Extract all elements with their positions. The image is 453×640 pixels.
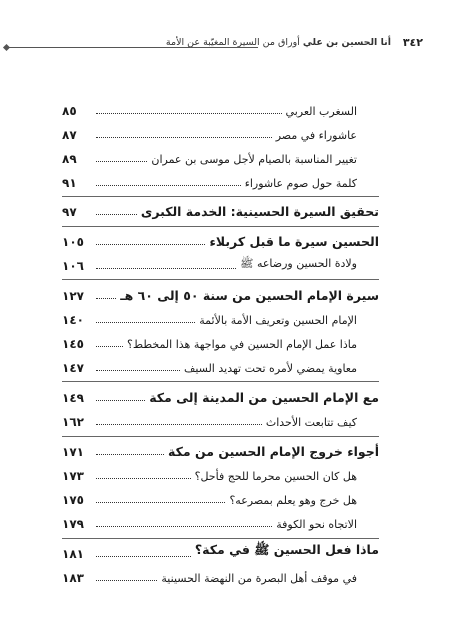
toc-entry-title: مع الإمام الحسين من المدينة إلى مكة [149,390,379,405]
dot-leader [96,478,191,479]
dot-leader [96,580,157,581]
toc-entry-page: ٨٥ [62,104,77,118]
dot-leader [96,161,147,162]
dot-leader [96,322,195,323]
toc-entry-title: معاوية يمضي لأمره تحت تهديد السيف [183,362,357,375]
toc-chapter-entry[interactable] [62,285,379,303]
toc-entry-title: في موقف أهل البصرة من النهضة الحسينية [161,572,357,585]
toc-entry-page: ١٨٣ [62,571,84,585]
toc-section-entry[interactable] [62,489,379,507]
toc-entry-title: تغيير المناسبة بالصيام لأجل موسى بن عمران [151,153,357,166]
dot-leader [96,185,241,186]
toc-entry-page: ١٢٧ [62,289,84,303]
toc-entry-page: ١٧٣ [62,469,84,483]
dot-leader [96,346,123,347]
dot-leader [96,454,164,455]
toc-entry-title: الحسين سيرة ما قبل كربلاء [209,234,379,249]
toc-entry-page: ١٦٢ [62,415,84,429]
toc-section-entry[interactable] [62,465,379,483]
toc-entry-title: أجواء خروج الإمام الحسين من مكة [168,444,379,459]
toc-chapter-entry[interactable] [62,387,379,405]
toc-entry-title: السغرب العربي [285,105,357,118]
dot-leader [96,113,282,114]
toc-entry-title: ولادة الحسين ورضاعه ﷺ [240,257,357,270]
book-title-bold: أنا الحسين بن علي [302,37,391,48]
toc-entry-title: كيف تتابعت الأحداث [265,416,357,429]
section-separator [62,226,379,227]
toc-section-entry[interactable] [62,411,379,429]
toc-section-entry[interactable] [62,357,379,375]
toc-entry-title: تحقيق السيرة الحسينية: الخدمة الكبرى [140,204,379,219]
toc-entry-page: ٨٧ [62,128,77,142]
toc-entry-page: ٩٧ [62,205,77,219]
toc-section-entry[interactable] [62,309,379,327]
toc-section-entry[interactable] [62,513,379,531]
toc-section-entry[interactable] [62,124,379,142]
toc-entry-title: عاشوراء في مصر [275,129,357,142]
toc-entry-title: الاتجاه نحو الكوفة [276,518,357,531]
toc-section-entry[interactable] [62,255,379,273]
book-title-rest: أوراق من السيرة المغيّبة عن الأمة [165,37,303,48]
toc-section-entry[interactable] [62,333,379,351]
toc-entry-page: ١٤٩ [62,391,84,405]
section-separator [62,538,379,539]
toc-entry-page: ٨٩ [62,152,77,166]
dot-leader [96,400,145,401]
toc-entry-page: ١٤٥ [62,337,84,351]
toc-entry-title: الإمام الحسين وتعريف الأمة بالأئمة [199,314,357,327]
toc-chapter-entry[interactable] [62,543,379,561]
dot-leader [96,502,225,503]
dot-leader [96,370,180,371]
toc-entry-page: ١٧٥ [62,493,84,507]
section-separator [62,279,379,280]
toc-entry-title: سيرة الإمام الحسين من سنة ٥٠ إلى ٦٠ هـ [120,288,379,303]
section-separator [62,436,379,437]
toc-chapter-entry[interactable] [62,201,379,219]
page-number: ٣٤٢ [402,36,423,49]
toc-section-entry[interactable] [62,100,379,118]
dot-leader [96,424,262,425]
toc-entry-title: ماذا فعل الحسين ﷺ في مكة؟ [194,542,379,557]
toc-chapter-entry[interactable] [62,231,379,249]
dot-leader [96,244,205,245]
section-separator [62,381,379,382]
dot-leader [96,268,236,269]
dot-leader [96,298,116,299]
toc-section-entry[interactable] [62,172,379,190]
toc-chapter-entry[interactable] [62,441,379,459]
toc-entry-page: ١٨١ [62,547,84,561]
toc-entry-title: هل خرج وهو يعلم بمصرعه؟ [229,494,357,507]
section-separator [62,196,379,197]
dot-leader [96,556,191,557]
toc-entry-title: كلمة حول صوم عاشوراء [244,177,357,190]
toc-entry-page: ١٤٠ [62,313,84,327]
toc-entry-page: ١٧١ [62,445,84,459]
toc-entry-page: ١٠٦ [62,259,84,273]
toc-entry-page: ٩١ [62,176,77,190]
toc-entry-title: ماذا عمل الإمام الحسين في مواجهة هذا المخطط؟ [127,338,357,351]
toc-section-entry[interactable] [62,567,379,585]
toc-entry-page: ١٧٩ [62,517,84,531]
dot-leader [96,137,272,138]
toc-section-entry[interactable] [62,148,379,166]
dot-leader [96,526,272,527]
toc-entry-page: ١٠٥ [62,235,84,249]
dot-leader [96,214,137,215]
toc-entry-page: ١٤٧ [62,361,84,375]
toc-entry-title: هل كان الحسين محرما للحج فأحل؟ [194,470,357,483]
